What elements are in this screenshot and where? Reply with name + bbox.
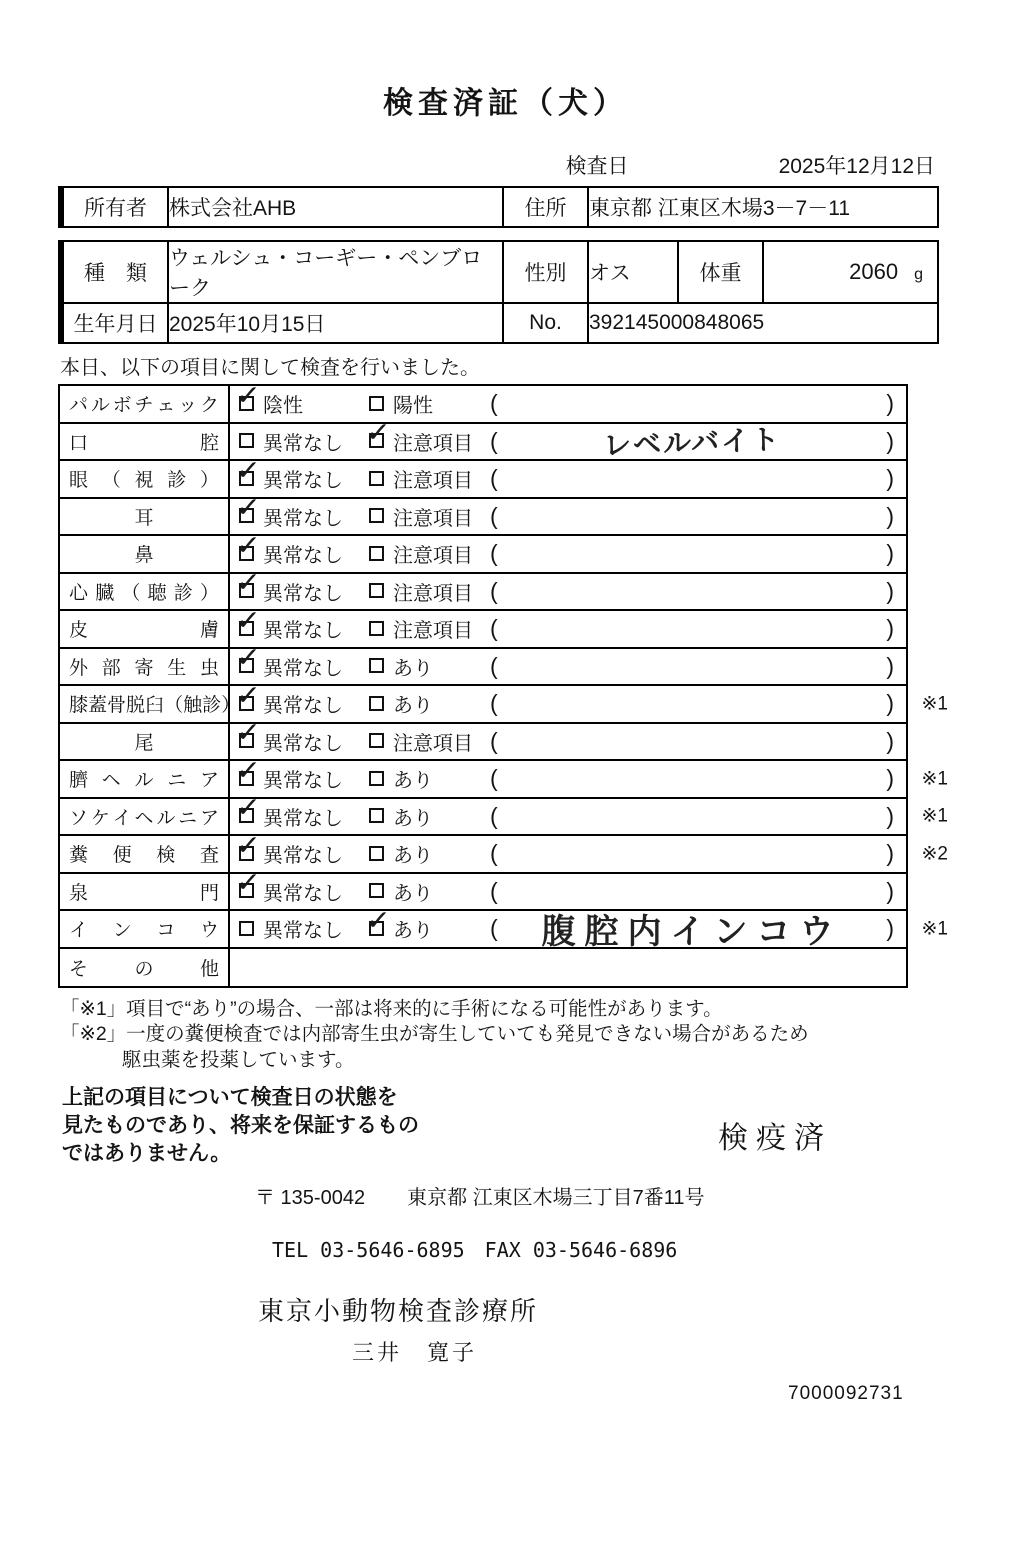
- checkbox-box: [239, 921, 254, 936]
- checklist-option: [360, 464, 490, 493]
- checklist-options: [230, 603, 490, 643]
- check-mark: ✓: [234, 641, 262, 676]
- checkbox-box: [369, 546, 384, 561]
- checkbox: [234, 753, 262, 788]
- checklist-row: [60, 416, 906, 462]
- checklist-option: [360, 416, 490, 456]
- owner-table: [58, 186, 939, 228]
- checkbox: [234, 378, 262, 413]
- paren-close: ): [886, 577, 894, 604]
- certificate-page: [0, 78, 1011, 1544]
- checklist-row-body: [230, 416, 906, 462]
- paren-open: (: [490, 915, 498, 942]
- checklist-row: [60, 528, 906, 574]
- checklist-row: [60, 641, 906, 687]
- checklist-option: [360, 877, 490, 906]
- option-label: 異常なし: [263, 620, 343, 643]
- checkbox: [364, 903, 392, 938]
- checkbox: [234, 528, 262, 563]
- quarantine-stamp: 検疫済: [718, 1122, 832, 1156]
- option-label: 異常なし: [263, 470, 343, 493]
- checkbox-box: [369, 658, 384, 673]
- serial-number: 7000092731: [788, 1383, 904, 1405]
- checkbox: [234, 791, 262, 826]
- checklist-options: [230, 566, 490, 606]
- checklist-options: [230, 491, 490, 531]
- owner-value: 株式会社AHB: [168, 187, 503, 227]
- option-label: 異常なし: [263, 882, 343, 905]
- check-mark: ✓: [234, 716, 262, 751]
- option-label: 注意項目: [393, 545, 473, 568]
- checklist-row-body: [230, 828, 906, 872]
- checklist-option: [230, 491, 360, 531]
- checklist-row-body: [230, 791, 906, 835]
- checkbox-box: [369, 621, 384, 636]
- checklist-item-label: 糞 便 検 査: [60, 836, 230, 872]
- checklist-option: [230, 378, 360, 418]
- footnote-mark: ※2: [921, 843, 948, 865]
- address-label: 住所: [503, 187, 588, 227]
- footnote-mark: ※1: [921, 805, 948, 827]
- footnote-1: 「※1」項目で“あり”の場合、一部は将来的に手術になる可能性があります。: [60, 998, 723, 1020]
- checkbox: [369, 621, 385, 637]
- option-label: 陰性: [263, 395, 303, 418]
- footnote-2-continued: 駆虫薬を投薬しています。: [122, 1048, 355, 1071]
- checklist-option: [230, 641, 360, 681]
- checkbox: [239, 433, 255, 449]
- checkbox-box: [369, 696, 384, 711]
- checklist-row: [60, 828, 948, 874]
- check-mark: ✓: [234, 491, 262, 526]
- page-title: 検査済証（犬）: [383, 87, 628, 120]
- checklist-item-label: 心 臓 （ 聴 診 ）: [60, 574, 230, 610]
- checklist-item-label: 膝 蓋 骨 脱 臼 （ 触 診 ）: [60, 686, 230, 722]
- checklist-option: [360, 652, 490, 681]
- option-label: 異常なし: [263, 770, 343, 793]
- checklist-options: [230, 866, 490, 906]
- footnotes: [60, 998, 1011, 1072]
- checklist-row-body: [230, 603, 906, 647]
- checklist-row-body: [230, 753, 906, 797]
- checkbox-box: [369, 471, 384, 486]
- checklist-option: [230, 427, 360, 456]
- checklist-item-label: 口 腔: [60, 424, 230, 460]
- sex-value: オス: [588, 241, 678, 303]
- option-label: あり: [393, 882, 433, 905]
- footnote-2: 「※2」一度の糞便検査では内部寄生虫が寄生していても発見できない場合があるため: [60, 1023, 809, 1046]
- checkbox: [369, 846, 385, 862]
- checklist-row: [60, 716, 906, 762]
- breed-value: ウェルシュ・コーギー・ペンブローク: [168, 241, 503, 303]
- checkbox: [234, 491, 262, 526]
- checklist-item-label: 臍 ヘ ル ニ ア: [60, 761, 230, 797]
- check-mark: ✓: [234, 528, 262, 563]
- owner-label: 所有者: [61, 187, 168, 227]
- checkbox: [234, 641, 262, 676]
- option-label: 注意項目: [393, 582, 473, 605]
- footnote-mark: ※1: [921, 768, 948, 790]
- checklist-item-label: 眼 （ 視 診 ）: [60, 461, 230, 497]
- checklist-row: [60, 753, 948, 799]
- check-mark: ✓: [364, 903, 392, 938]
- checkbox: [369, 396, 385, 412]
- check-mark: ✓: [234, 828, 262, 863]
- paren-open: (: [490, 802, 498, 829]
- checklist-option: [360, 502, 490, 531]
- checklist-options: [230, 453, 490, 493]
- checklist-option: [360, 839, 490, 868]
- checklist-option: [360, 727, 490, 756]
- option-label: 注意項目: [393, 470, 473, 493]
- postal-code: 〒 135-0042: [255, 1187, 366, 1210]
- checkbox: [369, 733, 385, 749]
- checklist-item-label: ソ ケ イ ヘ ル ニ ア: [60, 799, 230, 835]
- checkbox-box: [369, 846, 384, 861]
- checkbox-box: [369, 771, 384, 786]
- checkbox-box: [239, 433, 254, 448]
- checklist-item-label: イ ン コ ウ: [60, 911, 230, 947]
- checklist-row: [60, 791, 948, 837]
- checklist-option: [360, 389, 490, 418]
- checkbox: [369, 771, 385, 787]
- checklist-option: [360, 539, 490, 568]
- checkbox-box: [369, 396, 384, 411]
- checklist-options: [230, 416, 490, 456]
- paren-open: (: [490, 877, 498, 904]
- check-mark: ✓: [234, 378, 262, 413]
- option-label: 異常なし: [263, 807, 343, 830]
- inspection-date-label: 検査日: [565, 155, 629, 178]
- checkbox-box: [369, 583, 384, 598]
- checkbox: [369, 583, 385, 599]
- checklist-row-body: [230, 641, 906, 685]
- paren-close: ): [886, 727, 894, 754]
- check-mark: ✓: [234, 566, 262, 601]
- checkbox-box: [369, 733, 384, 748]
- checklist-options: [230, 641, 490, 681]
- option-label: あり: [393, 770, 433, 793]
- checkbox: [234, 603, 262, 638]
- checkbox: [234, 678, 262, 713]
- disclaimer: [62, 1084, 419, 1167]
- pet-row-2: [61, 303, 938, 343]
- option-label: 異常なし: [263, 432, 343, 455]
- paren-open: (: [490, 465, 498, 492]
- disclaimer-line-2: 見たものであり、将来を保証するもの: [62, 1113, 419, 1137]
- checklist-row: [60, 903, 948, 952]
- check-mark: ✓: [234, 866, 262, 901]
- checklist-option: [230, 528, 360, 568]
- checklist-option: [360, 689, 490, 718]
- checkbox: [369, 658, 385, 674]
- paren-open: (: [490, 615, 498, 642]
- paren-close: ): [886, 652, 894, 679]
- checklist-item-label: 耳: [60, 499, 230, 535]
- checklist-options: [230, 828, 490, 868]
- paren-open: (: [490, 390, 498, 417]
- checkbox: [369, 696, 385, 712]
- paren-close: ): [886, 427, 894, 454]
- disclaimer-line-1: 上記の項目について検査日の状態を: [62, 1086, 398, 1110]
- checklist-row-body: [230, 491, 906, 535]
- option-label: あり: [393, 920, 433, 943]
- checklist-row-body: [230, 528, 906, 572]
- checklist-option: [360, 903, 490, 943]
- checklist-row-body: [230, 566, 906, 610]
- checkbox-box: [369, 883, 384, 898]
- clinic-name: 東京小動物検査診療所: [258, 1296, 539, 1327]
- checkbox: [369, 508, 385, 524]
- footnote-mark: ※1: [921, 918, 948, 940]
- checklist-option: [230, 866, 360, 906]
- checklist-row: [60, 603, 906, 649]
- inspection-date-row: [58, 150, 935, 180]
- checklist-option: [360, 577, 490, 606]
- checklist-row: [60, 949, 906, 987]
- checklist-options: [230, 791, 490, 831]
- clinic-address: 東京都 江東区木場三丁目7番11号: [407, 1187, 705, 1210]
- checklist-option: [230, 716, 360, 756]
- footnote-mark: ※1: [921, 693, 948, 715]
- checklist-item-label: パ ル ボ チ ェ ッ ク: [60, 386, 230, 422]
- checklist-option: [230, 603, 360, 643]
- checklist-option: [230, 453, 360, 493]
- checklist-item-label: 鼻: [60, 536, 230, 572]
- checkbox: [369, 883, 385, 899]
- checklist-item-label: 尾: [60, 724, 230, 760]
- checklist-row-body: [230, 903, 906, 952]
- checklist-item-label: 皮 膚: [60, 611, 230, 647]
- checklist-option: [230, 791, 360, 831]
- paren-close: ): [886, 540, 894, 567]
- option-label: 注意項目: [393, 732, 473, 755]
- paren-close: ): [886, 690, 894, 717]
- checklist-item-label: 外 部 寄 生 虫: [60, 649, 230, 685]
- paren-open: (: [490, 727, 498, 754]
- birth-value: 2025年10月15日: [168, 303, 503, 343]
- option-label: 注意項目: [393, 620, 473, 643]
- check-mark: ✓: [234, 753, 262, 788]
- pet-row-1: [61, 241, 938, 303]
- checklist-options: [230, 903, 490, 943]
- checkbox: [239, 921, 255, 937]
- no-label: No.: [503, 303, 588, 343]
- weight-unit: g: [914, 266, 923, 283]
- paren-close: ): [886, 465, 894, 492]
- paren-close: ): [886, 502, 894, 529]
- checkbox: [234, 453, 262, 488]
- paren-close: ): [886, 390, 894, 417]
- checkbox: [234, 566, 262, 601]
- option-label: あり: [393, 695, 433, 718]
- checklist-option: [230, 828, 360, 868]
- paren-open: (: [490, 427, 498, 454]
- checkbox: [369, 808, 385, 824]
- paren-close: ): [886, 915, 894, 942]
- checkbox: [234, 716, 262, 751]
- checkbox: [364, 416, 392, 451]
- checkbox: [234, 828, 262, 863]
- checklist-item-label: そ の 他: [60, 949, 230, 987]
- sex-label: 性別: [503, 241, 588, 303]
- check-mark: ✓: [234, 453, 262, 488]
- intro-text: 本日、以下の項目に関して検査を行いました。: [60, 357, 480, 379]
- option-label: 異常なし: [263, 545, 343, 568]
- veterinarian-name: 三井 寛子: [352, 1340, 478, 1366]
- checkbox-box: [369, 808, 384, 823]
- checklist-option: [230, 678, 360, 718]
- option-label: あり: [393, 657, 433, 680]
- birth-label: 生年月日: [61, 303, 168, 343]
- option-label: 異常なし: [263, 657, 343, 680]
- checklist-option: [230, 753, 360, 793]
- checklist-option: [360, 614, 490, 643]
- paren-open: (: [490, 540, 498, 567]
- checklist-row-body: [230, 678, 906, 722]
- option-label: あり: [393, 807, 433, 830]
- paren-open: (: [490, 765, 498, 792]
- paren-open: (: [490, 577, 498, 604]
- paren-close: ): [886, 802, 894, 829]
- pet-table: [58, 240, 939, 344]
- tel-fax-line: TEL 03-5646-6895 FAX 03-5646-6896: [272, 1238, 678, 1263]
- checklist-row: [60, 566, 906, 612]
- paren-close: ): [886, 765, 894, 792]
- checklist-option: [360, 802, 490, 831]
- check-mark: ✓: [234, 603, 262, 638]
- owner-row: [61, 187, 938, 227]
- paren-close: ): [886, 615, 894, 642]
- option-label: 異常なし: [263, 507, 343, 530]
- paren-open: (: [490, 690, 498, 717]
- weight-value: 2060: [849, 259, 899, 284]
- check-mark: ✓: [364, 416, 392, 451]
- disclaimer-line-3: ではありません。: [62, 1141, 232, 1165]
- paren-close: ): [886, 877, 894, 904]
- checkbox: [234, 866, 262, 901]
- handwritten-note: レベルバイト: [602, 424, 782, 462]
- checklist-options: [230, 678, 490, 718]
- checklist-table: [58, 378, 948, 988]
- paren-open: (: [490, 840, 498, 867]
- checklist-row-body: [230, 949, 906, 987]
- option-label: 異常なし: [263, 695, 343, 718]
- check-mark: ✓: [234, 678, 262, 713]
- checkbox: [369, 546, 385, 562]
- option-label: 注意項目: [393, 507, 473, 530]
- bottom-row: [62, 1084, 862, 1167]
- option-label: 異常なし: [263, 732, 343, 755]
- checklist-options: [230, 378, 490, 418]
- checklist-option: [230, 566, 360, 606]
- checklist-row: [60, 678, 948, 724]
- option-label: 注意項目: [393, 432, 473, 455]
- no-value: 392145000848065: [588, 303, 938, 343]
- option-label: 異常なし: [263, 845, 343, 868]
- option-label: 異常なし: [263, 920, 343, 943]
- checklist-item-label: 泉 門: [60, 874, 230, 910]
- checkbox: [369, 471, 385, 487]
- clinic-address-line: [255, 1181, 1011, 1210]
- checklist-row-body: [230, 453, 906, 497]
- address-value: 東京都 江東区木場3－7－11: [588, 187, 938, 227]
- checklist-row-body: [230, 716, 906, 760]
- option-label: 異常なし: [263, 582, 343, 605]
- breed-label: 種 類: [61, 241, 168, 303]
- checklist-options: [230, 716, 490, 756]
- paren-close: ): [886, 840, 894, 867]
- inspection-date-value: 2025年12月12日: [778, 155, 935, 178]
- checklist-option: [230, 914, 360, 943]
- checklist-row-body: [230, 378, 906, 422]
- checkbox-box: [369, 508, 384, 523]
- checklist-options: [230, 528, 490, 568]
- paren-open: (: [490, 652, 498, 679]
- check-mark: ✓: [234, 791, 262, 826]
- option-label: あり: [393, 845, 433, 868]
- checklist-row: [60, 453, 906, 499]
- checklist-options: [230, 753, 490, 793]
- checklist-row: [60, 491, 906, 537]
- checklist-option: [360, 764, 490, 793]
- handwritten-note: 腹腔内インコウ: [541, 913, 843, 952]
- paren-open: (: [490, 502, 498, 529]
- option-label: 陽性: [393, 395, 433, 418]
- weight-value-cell: [763, 241, 938, 303]
- weight-label: 体重: [678, 241, 763, 303]
